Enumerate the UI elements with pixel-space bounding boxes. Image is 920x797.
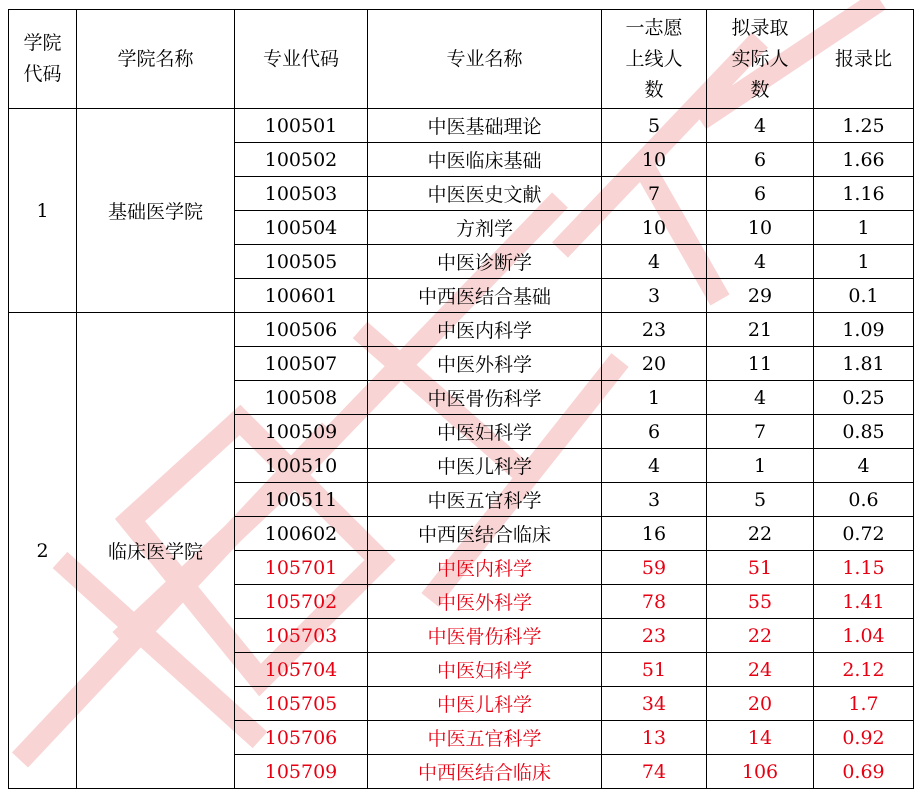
ratio-cell: 0.25 xyxy=(814,381,914,415)
major-name-cell: 中医诊断学 xyxy=(368,245,602,279)
major-code-cell: 100507 xyxy=(235,347,368,381)
applicants-cell: 4 xyxy=(602,449,707,483)
applicants-cell: 5 xyxy=(602,109,707,143)
applicants-cell: 51 xyxy=(602,653,707,687)
major-name-cell: 中西医结合基础 xyxy=(368,279,602,313)
admitted-cell: 7 xyxy=(707,415,814,449)
applicants-header: 一志愿 上线人 数 xyxy=(602,10,707,109)
applicants-cell: 10 xyxy=(602,211,707,245)
major-code-cell: 100502 xyxy=(235,143,368,177)
admitted-cell: 20 xyxy=(707,687,814,721)
admitted-cell: 22 xyxy=(707,619,814,653)
major-code-cell: 100504 xyxy=(235,211,368,245)
applicants-cell: 6 xyxy=(602,415,707,449)
major-name-cell: 中医内科学 xyxy=(368,551,602,585)
major-code-cell: 100602 xyxy=(235,517,368,551)
major-name-cell: 中医儿科学 xyxy=(368,687,602,721)
major-name-cell: 中医骨伤科学 xyxy=(368,381,602,415)
major-name-cell: 方剂学 xyxy=(368,211,602,245)
major-code-cell: 100601 xyxy=(235,279,368,313)
ratio-cell: 1.25 xyxy=(814,109,914,143)
admitted-cell: 10 xyxy=(707,211,814,245)
ratio-cell: 1.16 xyxy=(814,177,914,211)
major-code-cell: 105709 xyxy=(235,755,368,789)
major-name-cell: 中西医结合临床 xyxy=(368,517,602,551)
admitted-cell: 51 xyxy=(707,551,814,585)
college-code: 2 xyxy=(9,313,77,789)
admitted-cell: 4 xyxy=(707,381,814,415)
ratio-cell: 1.7 xyxy=(814,687,914,721)
college-code-header: 学院 代码 xyxy=(9,10,77,109)
major-name-header: 专业名称 xyxy=(368,10,602,109)
ratio-cell: 0.92 xyxy=(814,721,914,755)
major-code-cell: 100505 xyxy=(235,245,368,279)
admission-table xyxy=(8,9,914,789)
applicants-cell: 4 xyxy=(602,245,707,279)
major-name-cell: 中医儿科学 xyxy=(368,449,602,483)
ratio-cell: 0.6 xyxy=(814,483,914,517)
ratio-cell: 1.81 xyxy=(814,347,914,381)
ratio-cell: 1.66 xyxy=(814,143,914,177)
major-code-cell: 105704 xyxy=(235,653,368,687)
ratio-cell: 1 xyxy=(814,211,914,245)
applicants-cell: 78 xyxy=(602,585,707,619)
ratio-cell: 4 xyxy=(814,449,914,483)
applicants-cell: 20 xyxy=(602,347,707,381)
applicants-cell: 16 xyxy=(602,517,707,551)
major-code-cell: 100510 xyxy=(235,449,368,483)
applicants-cell: 1 xyxy=(602,381,707,415)
applicants-cell: 10 xyxy=(602,143,707,177)
major-name-cell: 中医基础理论 xyxy=(368,109,602,143)
major-code-cell: 100511 xyxy=(235,483,368,517)
admitted-cell: 6 xyxy=(707,143,814,177)
major-name-cell: 中医妇科学 xyxy=(368,653,602,687)
applicants-cell: 59 xyxy=(602,551,707,585)
ratio-cell: 1.04 xyxy=(814,619,914,653)
applicants-cell: 23 xyxy=(602,619,707,653)
major-code-header: 专业代码 xyxy=(235,10,368,109)
ratio-cell: 0.72 xyxy=(814,517,914,551)
applicants-cell: 3 xyxy=(602,483,707,517)
applicants-cell: 3 xyxy=(602,279,707,313)
ratio-cell: 0.85 xyxy=(814,415,914,449)
major-code-cell: 105701 xyxy=(235,551,368,585)
header-row xyxy=(9,10,914,109)
ratio-cell: 1.41 xyxy=(814,585,914,619)
admitted-cell: 11 xyxy=(707,347,814,381)
major-name-cell: 中医骨伤科学 xyxy=(368,619,602,653)
major-code-cell: 100508 xyxy=(235,381,368,415)
ratio-cell: 1 xyxy=(814,245,914,279)
admitted-cell: 29 xyxy=(707,279,814,313)
table-row xyxy=(9,313,914,347)
applicants-cell: 23 xyxy=(602,313,707,347)
applicants-cell: 13 xyxy=(602,721,707,755)
major-name-cell: 中医内科学 xyxy=(368,313,602,347)
admitted-cell: 21 xyxy=(707,313,814,347)
applicants-cell: 7 xyxy=(602,177,707,211)
college-code: 1 xyxy=(9,109,77,313)
major-code-cell: 100503 xyxy=(235,177,368,211)
admitted-cell: 22 xyxy=(707,517,814,551)
major-name-cell: 中医五官科学 xyxy=(368,721,602,755)
major-code-cell: 105702 xyxy=(235,585,368,619)
major-name-cell: 中西医结合临床 xyxy=(368,755,602,789)
admitted-cell: 55 xyxy=(707,585,814,619)
major-code-cell: 100509 xyxy=(235,415,368,449)
admitted-cell: 106 xyxy=(707,755,814,789)
college-name-header: 学院名称 xyxy=(77,10,235,109)
major-name-cell: 中医外科学 xyxy=(368,347,602,381)
table-row xyxy=(9,109,914,143)
major-name-cell: 中医临床基础 xyxy=(368,143,602,177)
major-code-cell: 105705 xyxy=(235,687,368,721)
admitted-cell: 4 xyxy=(707,245,814,279)
major-name-cell: 中医妇科学 xyxy=(368,415,602,449)
major-name-cell: 中医医史文献 xyxy=(368,177,602,211)
applicants-cell: 74 xyxy=(602,755,707,789)
admitted-cell: 6 xyxy=(707,177,814,211)
college-name: 基础医学院 xyxy=(77,109,235,313)
ratio-cell: 1.09 xyxy=(814,313,914,347)
admitted-cell: 14 xyxy=(707,721,814,755)
applicants-cell: 34 xyxy=(602,687,707,721)
admitted-cell: 5 xyxy=(707,483,814,517)
ratio-header: 报录比 xyxy=(814,10,914,109)
admitted-header: 拟录取 实际人 数 xyxy=(707,10,814,109)
admitted-cell: 4 xyxy=(707,109,814,143)
college-name: 临床医学院 xyxy=(77,313,235,789)
major-code-cell: 105706 xyxy=(235,721,368,755)
major-code-cell: 100506 xyxy=(235,313,368,347)
ratio-cell: 1.15 xyxy=(814,551,914,585)
admitted-cell: 24 xyxy=(707,653,814,687)
ratio-cell: 0.1 xyxy=(814,279,914,313)
ratio-cell: 0.69 xyxy=(814,755,914,789)
major-name-cell: 中医五官科学 xyxy=(368,483,602,517)
admitted-cell: 1 xyxy=(707,449,814,483)
major-code-cell: 100501 xyxy=(235,109,368,143)
ratio-cell: 2.12 xyxy=(814,653,914,687)
major-code-cell: 105703 xyxy=(235,619,368,653)
major-name-cell: 中医外科学 xyxy=(368,585,602,619)
